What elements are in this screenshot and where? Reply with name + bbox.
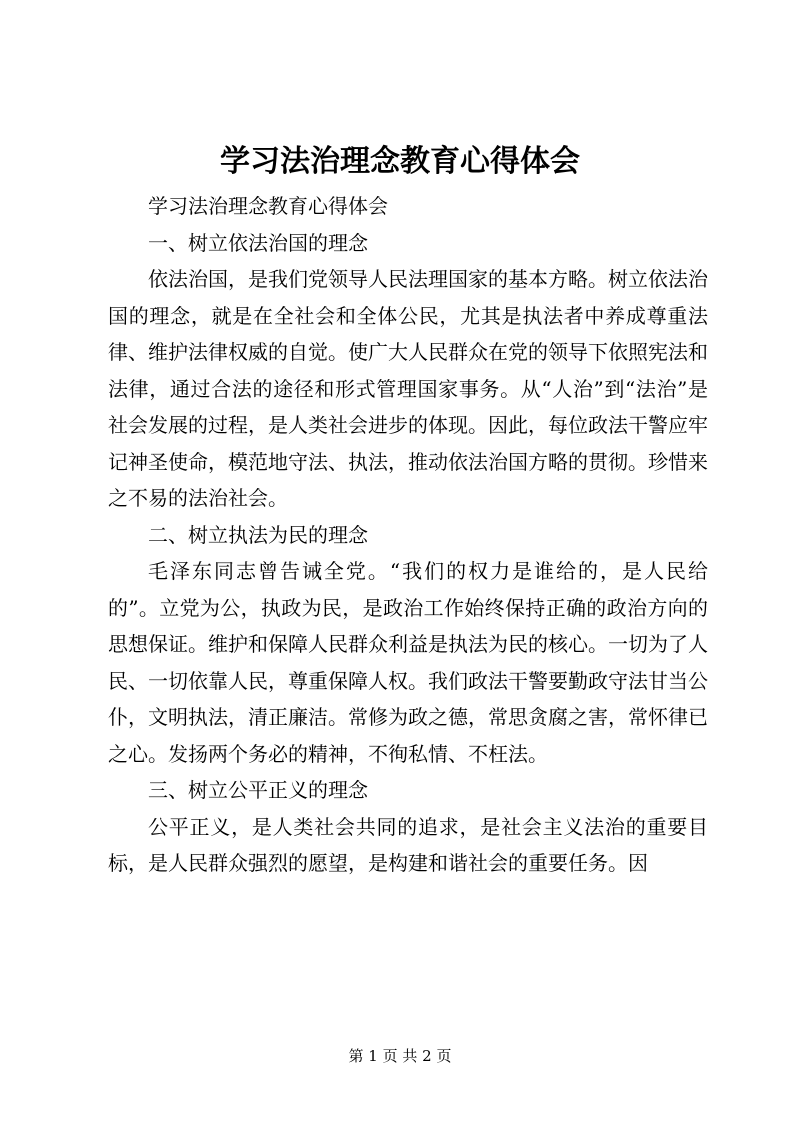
paragraph-subtitle: 学习法治理念教育心得体会	[148, 194, 388, 218]
paragraph-section-3: 公平正义，是人类社会共同的追求，是社会主义法治的重要目标，是人民群众强烈的愿望，是构建和谐社会的重要任务。因	[108, 814, 708, 875]
document-body	[108, 188, 708, 882]
paragraph-section-1: 依法治国，是我们党领导人民法理国家的基本方略。树立依法治国的理念，就是在全社会和全体公民，尤其是执法者中养成尊重法律、维护法律权威的自觉。使广大人民群众在党的领导下依照宪法和法律，通过合法的途径和形式管理国家事务。从“人治”到“法治”是社会发展的过程，是人类社会进步的体现。因此，每位政法干警应牢记神圣使命，模范地守法、执法，推动依法治国方略的贯彻。珍惜来之不易的法治社会。	[108, 267, 708, 510]
section-heading-1: 一、树立依法治国的理念	[148, 230, 368, 255]
document-title: 学习法治理念教育心得体会	[220, 144, 580, 179]
paragraph-section-2: 毛泽东同志曾告诫全党。“我们的权力是谁给的，是人民给的”。立党为公，执政为民，是政治工作始终保持正确的政治方向的思想保证。维护和保障人民群众利益是执法为民的核心。一切为了人民、一切依靠人民，尊重保障人权。我们政法干警要勤政守法甘当公仆，文明执法，清正廉洁。常修为政之德，常思贪腐之害，常怀律已之心。发扬两个务必的精神，不徇私情、不枉法。	[108, 559, 708, 766]
section-heading-3: 三、树立公平正义的理念	[148, 778, 368, 802]
section-heading-2: 二、树立执法为民的理念	[148, 522, 368, 547]
page-footer: 第 1 页 共 2 页	[348, 1047, 452, 1065]
